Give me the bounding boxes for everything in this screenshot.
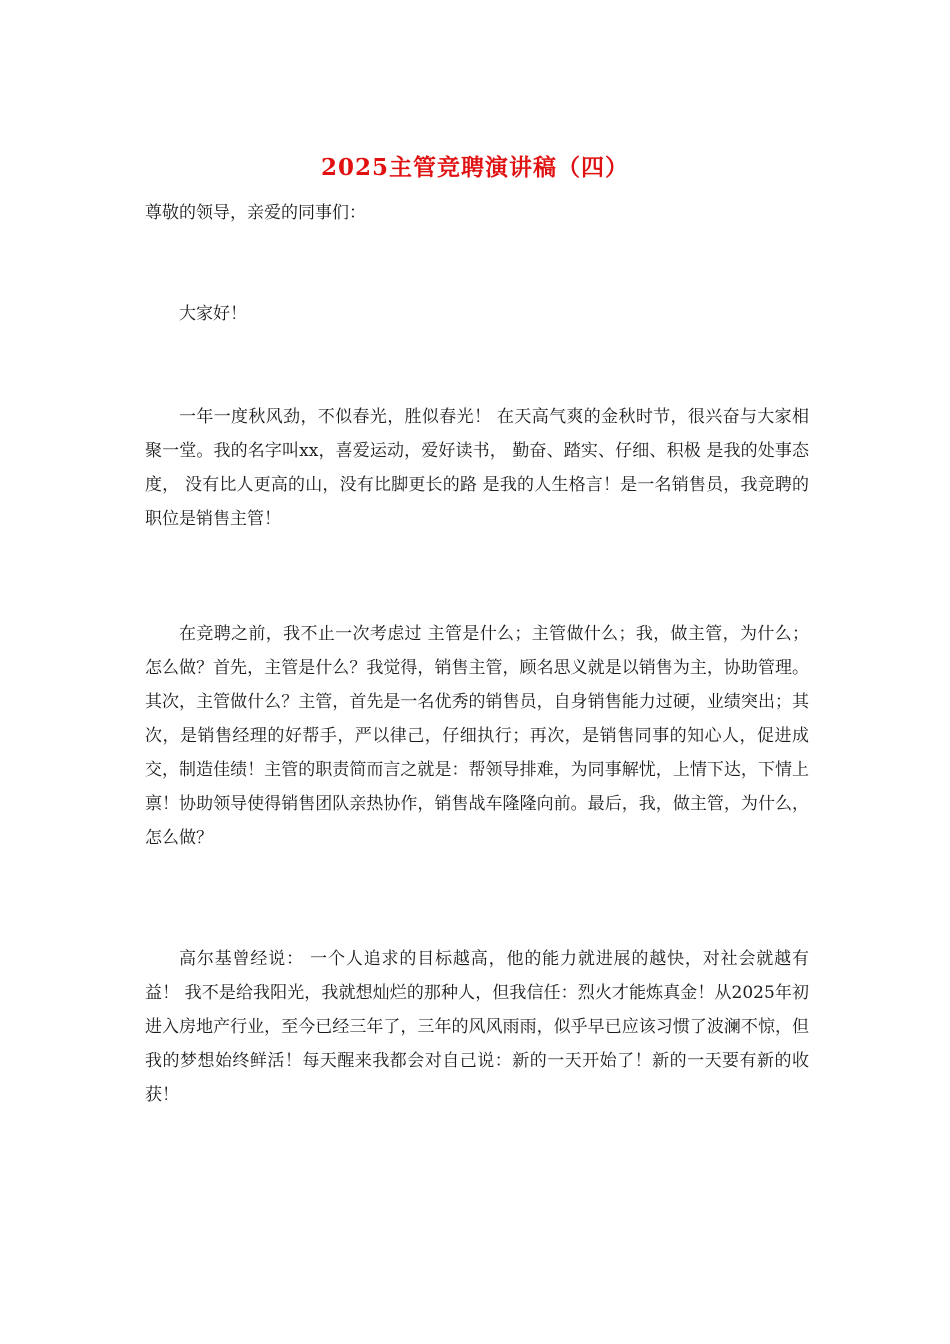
document-title: 2025主管竞聘演讲稿（四）: [320, 154, 629, 181]
paragraph-introduction: 一年一度秋风劲，不似春光，胜似春光！ 在天高气爽的金秋时节，很兴奋与大家相聚一堂。我的名字叫xx，喜爱运动，爱好读书， 勤奋、踏实、仔细、积极 是我的处事态度， 没有比人更高的山，没有比脚更长的路 是我的人生格言！是一名销售员，我竞聘的职位是销售主管！: [145, 407, 809, 529]
paragraph-greeting: 大家好！: [179, 304, 247, 324]
paragraph-supervisor-role: 在竞聘之前，我不止一次考虑过 主管是什么；主管做什么；我，做主管，为什么；怎么做？首先，主管是什么？我觉得，销售主管，顾名思义就是以销售为主，协助管理。其次，主管做什么？主管，首先是一名优秀的销售员，自身销售能力过硬，业绩突出；其次，是销售经理的好帮手，严以律己，仔细执行；再次，是销售同事的知心人，促进成交，制造佳绩！主管的职责简而言之就是：帮领导排难，为同事解忧，上情下达，下情上禀！协助领导使得销售团队亲热协作，销售战车隆隆向前。最后，我，做主管，为什么，怎么做？: [145, 624, 809, 848]
salutation: 尊敬的领导，亲爱的同事们：: [145, 203, 366, 223]
paragraph-gorky-quote: 高尔基曾经说： 一个人追求的目标越高，他的能力就进展的越快，对社会就越有益！ 我不是给我阳光，我就想灿烂的那种人，但我信任：烈火才能炼真金！从2025年初进入房地产行业，至今已经三年了，三年的风风雨雨，似乎早已应该习惯了波澜不惊，但我的梦想始终鲜活！每天醒来我都会对自己说：新的一天开始了！新的一天要有新的收获！: [145, 949, 809, 1105]
